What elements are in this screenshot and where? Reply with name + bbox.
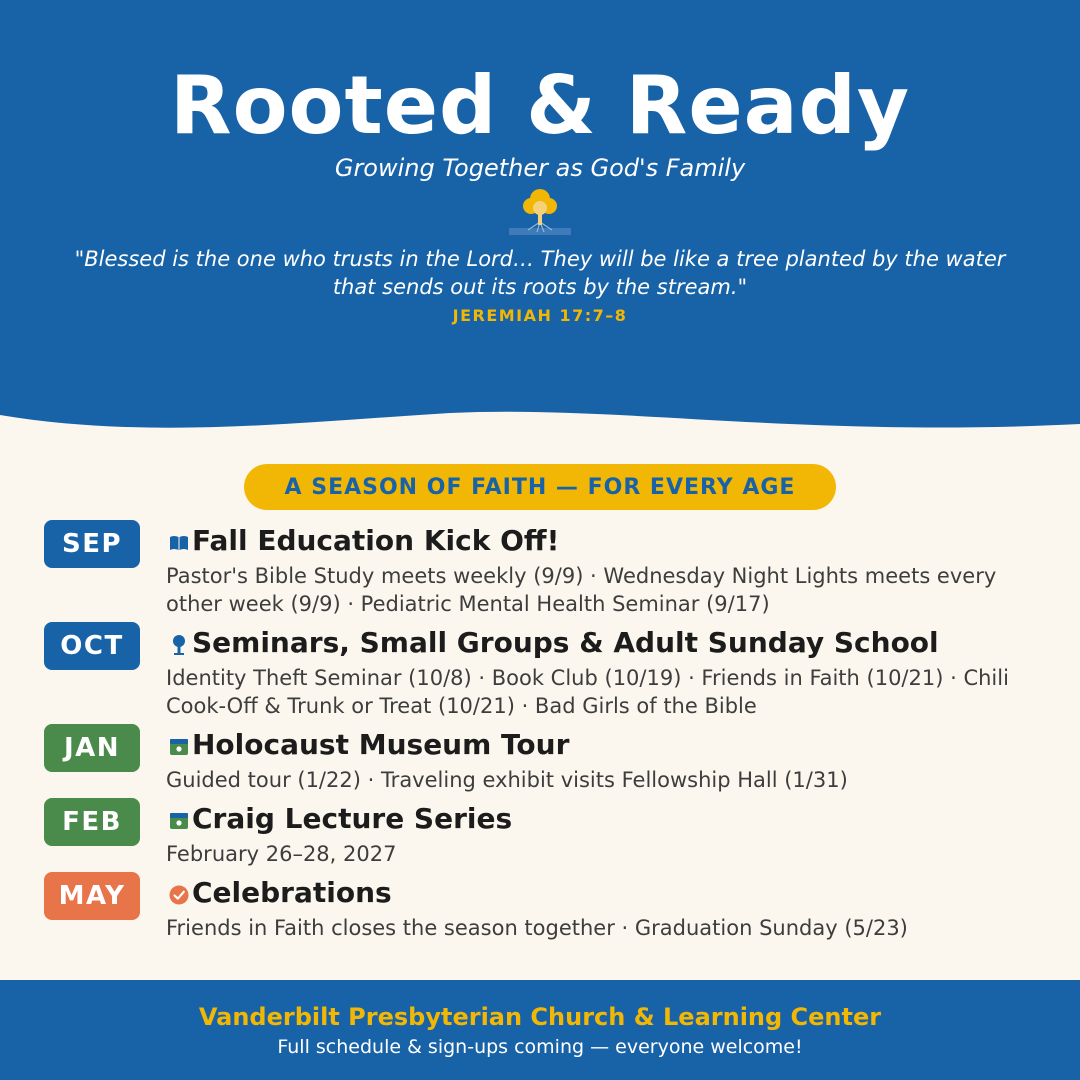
pin-icon: [168, 634, 190, 656]
event-description: Identity Theft Seminar (10/8) · Book Club (10/19) · Friends in Faith (10/21) · Chili Cook-Off & Trunk or Treat (10/21) · Bad Girls of the Bible: [166, 666, 1009, 718]
season-banner: A SEASON OF FAITH — FOR EVERY AGE: [244, 464, 836, 510]
event-description: Guided tour (1/22) · Traveling exhibit visits Fellowship Hall (1/31): [166, 768, 848, 792]
event-description: Friends in Faith closes the season together · Graduation Sunday (5/23): [166, 916, 908, 940]
month-badge: FEB: [44, 798, 140, 846]
calendar-icon: [168, 810, 190, 832]
scripture-reference: JEREMIAH 17:7–8: [452, 306, 628, 325]
event-title: Holocaust Museum Tour: [192, 728, 570, 761]
event-title: Craig Lecture Series: [192, 802, 513, 835]
event-description: February 26–28, 2027: [166, 842, 397, 866]
event-title: Fall Education Kick Off!: [192, 524, 560, 557]
page-subtitle: Growing Together as God's Family: [334, 154, 746, 182]
organization-name: Vanderbilt Presbyterian Church & Learning Center: [198, 1003, 882, 1031]
month-badge: SEP: [44, 520, 140, 568]
month-badge: JAN: [44, 724, 140, 772]
wave-divider: [0, 400, 1080, 450]
museum-icon: [168, 736, 190, 758]
month-badge: OCT: [44, 622, 140, 670]
month-badge: MAY: [44, 872, 140, 920]
check-circle-icon: [168, 884, 190, 906]
tree-icon: [506, 188, 574, 240]
event-title: Seminars, Small Groups & Adult Sunday School: [192, 626, 939, 659]
event-title: Celebrations: [192, 876, 392, 909]
event-description: Pastor's Bible Study meets weekly (9/9) · Wednesday Night Lights meets every other week (9/9) · Pediatric Mental Health Seminar (9/17): [166, 564, 997, 616]
scripture-quote: "Blessed is the one who trusts in the Lord… They will be like a tree planted by the water that sends out its roots by the stream.": [74, 247, 1006, 299]
open-book-icon: [168, 532, 190, 554]
page-title: Rooted & Ready: [169, 59, 910, 152]
footer-note: Full schedule & sign-ups coming — everyone welcome!: [277, 1036, 803, 1058]
